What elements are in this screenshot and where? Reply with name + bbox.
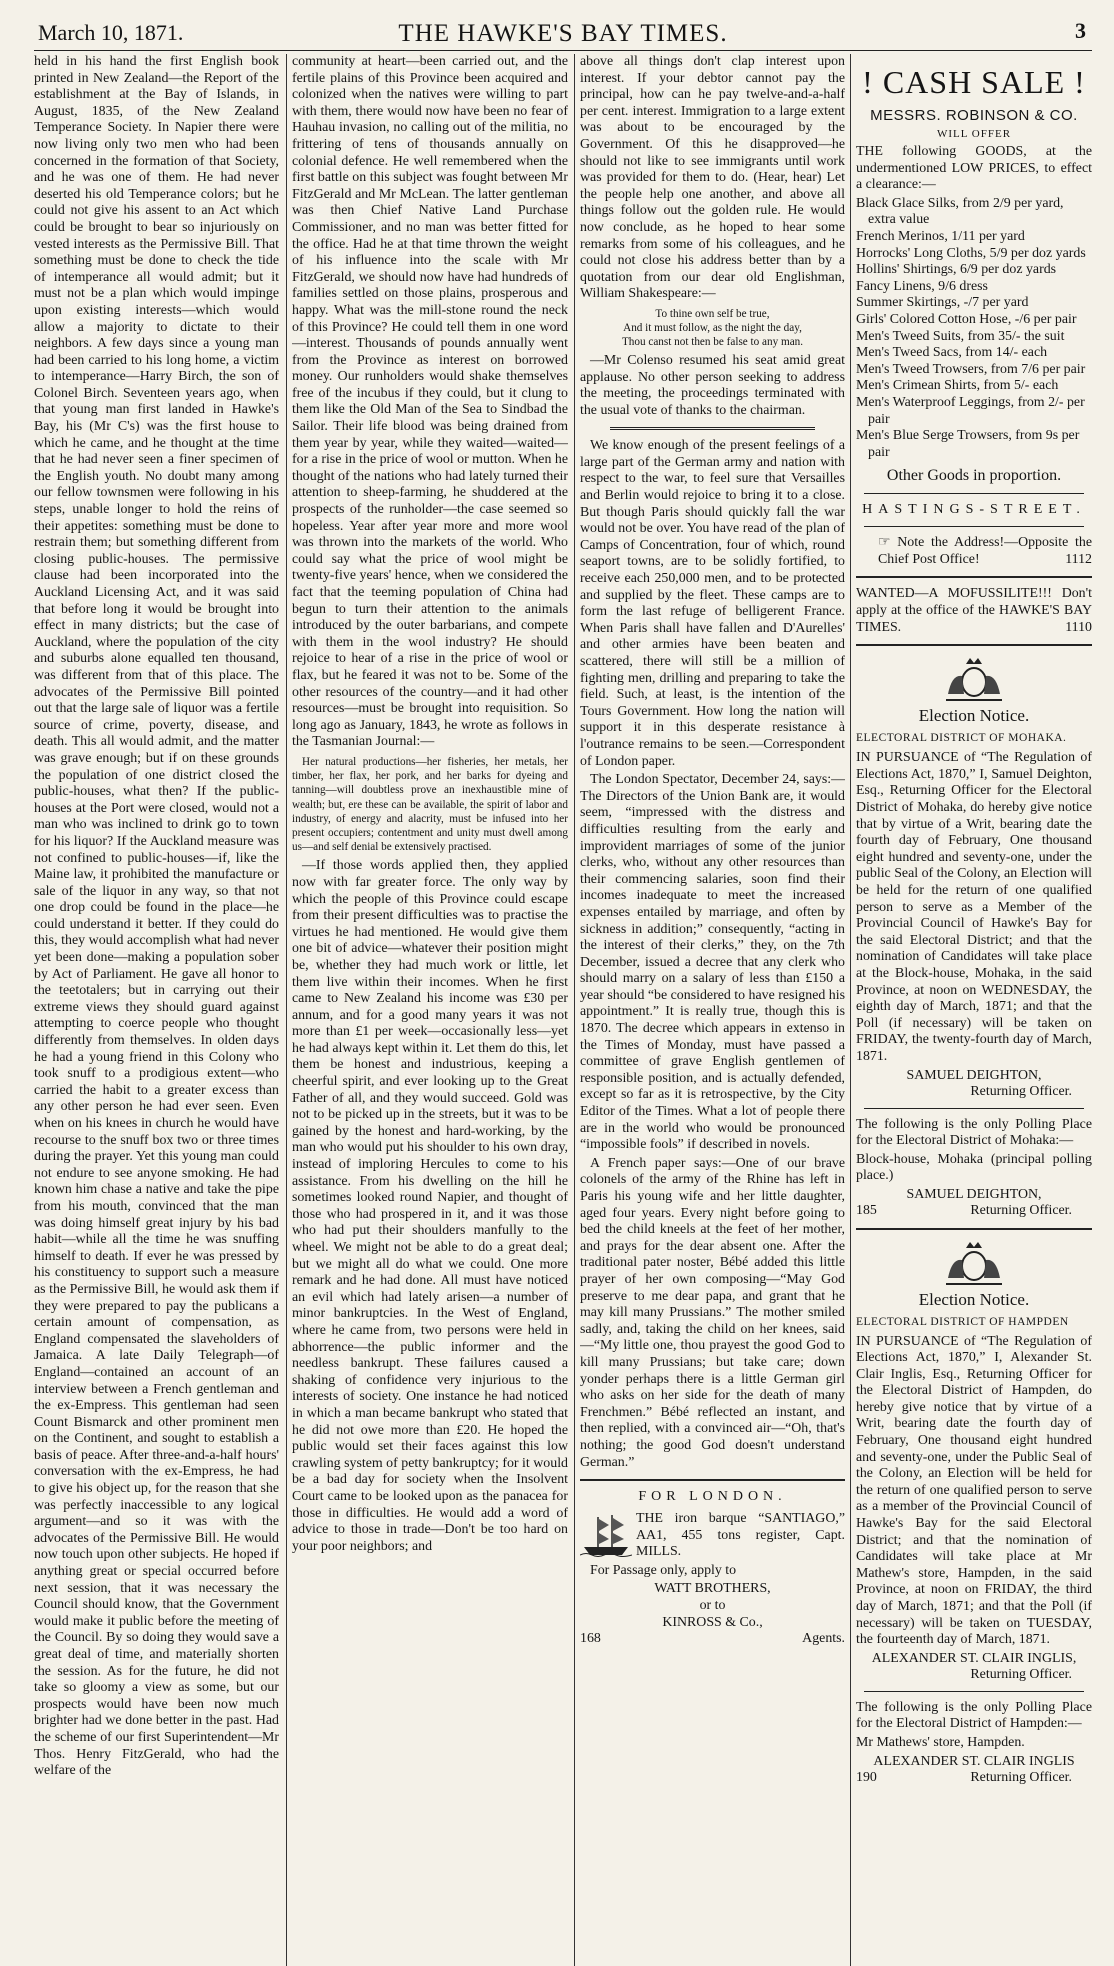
article-paragraph: —If those words applied then, they applied now with far greater force. The only way by which the people of this Province could escape from their present difficulties was to practise the virtues he had mentioned. He would give them one bit of advice—whatever their position might be, whether they had much work or little, let them live within their incomes. When he first came to New Zealand his income was £30 per annum, and for a good many years it was not more than £1 per week—occasionally less—yet he had always kept within it. Let them do this, let them be honest and industrious, keeping a cheerful spirit, and ever looking up to the Great Father of all, and they would succeed. Gold was not to be picked up in the streets, but it was to be gained by the honest and hard-working, by the man who would put his shoulder to his own dray, instead of imploring Hercules to come to his assistance. From his dwelling on the hill he sometimes looked round Napier, and thought of those who had prospered in it, and it was those who had put their shoulders manfully to the wheel. We might not be able to do a great deal; but we might all do what we could. One more remark and he had done. All must have noticed an evil which had lately arisen—a number of minor bankruptcies. In the West of England, where he came from, two persons were held in abhorrence—the public informer and the needless bankrupt. These failures caused a shaking of confidence very injurious to the interests of society. One instance he had noticed in which a man became bankrupt who stated that he did not owe more than £20. He hoped the public would set their faces against this low crawling system of petty bankruptcy; for it would be a bad day for society when the Insolvent Court came to be looked upon as the panacea for those in difficulties. He would add a word of advice to those in trade—Don't be too hard on your poor neighbors; and bbox=[292, 858, 568, 1554]
verse-line: And it must follow, as the night the day, bbox=[623, 321, 802, 334]
article-paragraph: A French paper says:—One of our brave colonels of the army of the Rhine has left in Paris his young wife and her little daughter, aged four years. Every night before going to bed the child kneels at the feet of her mother, and prays for the dear absent one. After the traditional pater noster, Bébé added this little prayer of her own composing—“May God preserve to me dear papa, and grant that he may kill many Prussians.” The mother smiled sadly, and, taking the child on her knees, said—“My little one, thou prayest the good God to kill many Prussians; but take care; down yonder perhaps there is a little German girl who asks on her side for the death of many Frenchmen.” Bébé reflected an instant, and then replied, with a convinced air—“Oh, that's nothing; the good God doesn't understand German.” bbox=[580, 1155, 845, 1470]
sale-item: Fancy Linens, 9/6 dress bbox=[856, 278, 988, 294]
signatory-name: ALEXANDER ST. CLAIR INGLIS, bbox=[871, 1650, 1077, 1666]
address-note bbox=[856, 535, 1092, 568]
sale-item: Men's Tweed Trowsers, from 7/6 per pair bbox=[856, 361, 1086, 377]
section-divider bbox=[610, 427, 815, 430]
sale-item: Hollins' Shirtings, 6/9 per doz yards bbox=[856, 262, 1057, 278]
agent-name: KINROSS & Co., bbox=[662, 1614, 763, 1630]
article-paragraph: above all things don't clap interest upon interest. If your debtor cannot pay the principal, how can he pay twelve-and-a-half per cent. interest. Immigration to a large extent was about to be encouraged by the Government. Of this he disapproved—he should not like to see immigrants until work was provided for them to do. (Hear, hear) Let the people help one another, and above all things follow out the golden rule. He would now conclude, as he hoped to hear some remarks from some of his colleagues, and he could not close his address better than by a quotation from our dear old Englishman, William Shakespeare:— bbox=[580, 54, 845, 302]
passage-text: For Passage only, apply to bbox=[590, 1562, 737, 1578]
wanted-text: WANTED—A MOFUSSILITE!!! Don't apply at the office of the HAWKE'S BAY TIMES. bbox=[856, 586, 1092, 635]
election-notice-title: Election Notice. bbox=[918, 706, 1030, 726]
signatory-name: SAMUEL DEIGHTON, bbox=[906, 1067, 1042, 1083]
page-number: 3 bbox=[1075, 18, 1086, 43]
ad-number: 185 bbox=[856, 1202, 877, 1218]
sale-item: Men's Tweed Sacs, from 14/- each bbox=[856, 345, 1048, 361]
agents-label: Agents. bbox=[802, 1631, 845, 1647]
article-paragraph: —Mr Colenso resumed his seat amid great applause. No other person seeking to address the meeting, the proceedings terminated with the usual vote of thanks to the chairman. bbox=[580, 352, 845, 418]
signatory-title: Returning Officer. bbox=[970, 1083, 1072, 1099]
column-2 bbox=[292, 54, 568, 1966]
ad-number: 1112 bbox=[1065, 551, 1092, 567]
polling-place: Block-house, Mohaka (principal polling place.) bbox=[856, 1151, 1092, 1184]
agent-name: WATT BROTHERS, bbox=[654, 1581, 771, 1597]
sale-items bbox=[856, 196, 1092, 462]
electoral-district: ELECTORAL DISTRICT OF HAMPDEN bbox=[856, 1315, 1069, 1328]
signatory-name: SAMUEL DEIGHTON, bbox=[906, 1186, 1042, 1202]
election-notice-title: Election Notice. bbox=[918, 1289, 1030, 1309]
verse-line: Thou canst not then be false to any man. bbox=[621, 335, 804, 348]
royal-crest-icon bbox=[942, 1238, 1006, 1288]
cash-sale-title: ! CASH SALE ! bbox=[862, 64, 1086, 100]
election-notice-body: IN PURSUANCE of “The Regulation of Elections Act, 1870,” I, Samuel Deighton, Esq., Returning Officer for the Electoral District of Mohaka, do hereby give notice that by virtue of a Writ, bearing date the fourth day of February, One thousand eight hundred and seventy-one, under the public Seal of the Colony, an Election will be held for the return of one qualified person to serve as a Member of the Provincial Council of Hawke's Bay for the said Electoral District; and that the nomination of Candidates will take place at the Block-house, Mohaka, in the said Province, at noon on WEDNESDAY, the eighth day of March, 1871; and that the Poll (if necessary) will be taken on FRIDAY, the twenty-fourth day of March, 1871. bbox=[856, 750, 1092, 1064]
verse-line: To thine own self be true, bbox=[655, 307, 770, 320]
article-paragraph: held in his hand the first English book printed in New Zealand—the Report of the establishment at the Bay of Islands, in August, 1835, of the New Zealand Temperance Society. In Napier there were now living only two men who had been concerned in the formation of that Society, and he was one of them. He had never deserted his old Temperance colors; but he could not give his assent to an Act which could be brought to bear so injuriously on vested interests as the Permissive Bill. That something must be done to check the tide of intemperance all would admit; but it must not be a plan which would impinge upon existing interests—which would allow a majority to dictate to their neighbors. A few days since a young man had been carried to his long home, a victim to intemperance—Harry Birch, the son of Colonel Birch. Seventeen years ago, when that young man first landed in Hawke's Bay, his (Mr C's) was the first house to which he came, and he thought at the time that he had never seen a finer specimen of the English youth. No doubt many among our fellow townsmen were following in his steps, unable longer to hold the reins of their appetites: something must be done to restrain them; but something different from closing public-houses. The permissive clause had been incorporated into the Auckland Licensing Act, and it was said that before long it would be brought into effect in many districts; but the case of Auckland, where the population of the city and suburbs alone equalled ten thousand, was different from that of this place. The advocates of the Permissive Bill pointed out that the large sale of liquor was a fertile source of crime, poverty, disease, and death. This all would admit, and the matter was grave enough; but if on these grounds the population of one district closed the public-houses, what then? If the public-houses at the Port were closed, would not a man who was inclined to drink go to town for his liquor? If the Auckland measure was not confined to public-houses—if, like the Maine law, it prohibited the manufacture or sale of the liquor in any way, so that not one drop could be found in the place—he could understand it better. If they could do this, they would accomplish what had never yet been done—making a population sober by Act of Parliament. He gave all honor to the teetotalers; but in carrying out their extreme views they should guard against attempting to coerce people who thought differently from themselves. In olden days he had a young friend in this Colony who took snuff to a prodigious extent—who carried the habit to a greater excess than any other person he had ever seen. Even when on his knees in church he would have recourse to the snuff box two or three times during the prayer. Yet this young man could not endure to see anyone smoking. He had known him chase a native and take the pipe from his mouth, convinced that the man was doing himself great injury by his bad habit—while all the time he was snuffing himself to death. If ever he was pressed by his constituency to support such a measure as the Permissive Bill, he would ask them if they were prepared to pay the publicans a certain amount of compensation, as England compensated the slaveholders of Jamaica. A late Daily Telegraph—of England—contained an account of an interview between a French gentleman and the ex-Empress. This gentleman had seen Count Bismarck and other prominent men on the Continent, and sought to establish a basis of peace. After three-and-a-half hours' conversation with the ex-Empress, he had to give his object up, for the reason that she was perfectly inaccessible to any logical argument—and so it was with the advocates of the Permissive Bill. He would now touch upon other subjects. He hoped if anything great or special occurred before next session, that it was necessary the Council should know, that the Government would make it public before the meeting of the Council. By so doing they would save a great deal of time, and materially shorten the session. As for the future, he did not take so gloomy a view as some, but our prospects would have been now much brighter had we done better in the past. Had the scheme of our first Superintendent—Mr Thos. Henry FitzGerald, who had the welfare of the bbox=[34, 54, 279, 1779]
divider bbox=[864, 1691, 1084, 1692]
issue-date: March 10, 1871. bbox=[38, 20, 184, 45]
signatory-title: Returning Officer. bbox=[970, 1769, 1072, 1785]
article-paragraph: community at heart—been carried out, and the fertile plains of this Province been acquired and colonized when the natives were willing to part with them, there would now have been no fear of Hauhau invasion, no calling out of the militia, no frittering of tens of thousands annually on colonial defence. He well remembered when the first battle on this subject was fought between Mr FitzGerald and Mr McLean. The latter gentleman was then Chief Native Land Purchase Commissioner, and no man was better fitted for the office. Had he at that time thrown the weight of his influence into the scale with Mr FitzGerald, we should now have had hundreds of families settled on those plains, prosperous and happy. What was the mill-stone round the neck of this Province? He could tell them in one word—interest. Thousands of pounds annually went from the Province as interest on borrowed money. Our runholders would shake themselves free of the incubus if they could, but it clung to them like the Old Man of the Sea to Sindbad the Sailor. Their life blood was being drained from them year by year, while they waited—waited—for a rise in the price of wool or mutton. When he thought of the nations who had lately turned their attention to sheep-farming, he shuddered at the prospects of the runholder—the case seemed so hopeless. Year after year more and more wool was thrown into the markets of the world. Who could say what the price of wool might be twenty-five years' hence, when we considered the fact that the teeming population of China had begun to turn their attention to the animals introduced by the outer barbarians, and compete with them in the wool industry? He should rejoice to hear of a rise in the price of wool or flax, but he feared it was not to be. Some of the other resources of the country—and it had other resources—must be brought into requisition. So long ago as January, 1843, he wrote as follows in the Tasmanian Journal:— bbox=[292, 54, 568, 750]
section-divider bbox=[856, 644, 1092, 646]
other-goods: Other Goods in proportion. bbox=[886, 467, 1062, 485]
electoral-district: ELECTORAL DISTRICT OF MOHAKA. bbox=[856, 732, 1067, 745]
divider bbox=[864, 1108, 1084, 1109]
polling-place-intro: The following is the only Polling Place for the Electoral District of Mohaka:— bbox=[856, 1116, 1092, 1149]
column-1 bbox=[34, 54, 279, 1966]
sale-item: Men's Waterproof Leggings, from 2/- per pair bbox=[856, 394, 1085, 427]
polling-place-intro: The following is the only Polling Place for the Electoral District of Hampden:— bbox=[856, 1699, 1092, 1732]
polling-place: Mr Mathews' store, Hampden. bbox=[856, 1734, 1025, 1750]
will-offer: WILL OFFER bbox=[936, 128, 1012, 140]
verse-quote bbox=[580, 307, 845, 349]
ad-footer bbox=[580, 1631, 845, 1648]
shipping-heading: FOR LONDON. bbox=[638, 1489, 787, 1505]
signatory-name: ALEXANDER ST. CLAIR INGLIS bbox=[873, 1753, 1075, 1769]
ad-number: 168 bbox=[580, 1631, 601, 1647]
section-divider bbox=[580, 1479, 845, 1481]
ad-number: 1110 bbox=[1065, 619, 1092, 635]
signatory-title: Returning Officer. bbox=[970, 1666, 1072, 1682]
article-paragraph: The London Spectator, December 24, says:—The Directors of the Union Bank are, it would seem, “impressed with the distress and difficulties resulting from the early and improvident marriages of some of the junior clerks, who, without any other resources than their commencing salaries, soon find their incomes inadequate to meet the increased expenses entailed by marriage, and often by sickness in addition;” consequently, “acting in the interest of their clerks,” they, on the 7th December, issued a decree that any clerk who should marry on a salary of less than £150 a year should “be considered to have resigned his appointment.” It is really true, though this is 1870. The decree which appears in extenso in the Times of Monday, must have passed a committee of grave English gentlemen of responsible position, and is actually defended, except so far as it is retrospective, by the City Editor of the Times. What a lot of people there are in the world who would be pronounced “impossible fools” if described in novels. bbox=[580, 772, 845, 1153]
sale-item: Men's Blue Serge Trowsers, from 9s per pair bbox=[856, 428, 1080, 460]
sale-item: Horrocks' Long Cloths, 5/9 per doz yards bbox=[856, 245, 1086, 261]
sale-item: Girls' Colored Cotton Hose, -/6 per pair bbox=[856, 311, 1077, 327]
ad-number: 190 bbox=[856, 1769, 877, 1785]
column-4 bbox=[856, 54, 1092, 1966]
or-text: or to bbox=[699, 1598, 726, 1614]
sale-item: Summer Skirtings, -/7 per yard bbox=[856, 295, 1029, 311]
sale-intro: THE following GOODS, at the undermentioned LOW PRICES, to effect a clearance:— bbox=[856, 144, 1092, 193]
wanted-ad bbox=[856, 586, 1092, 636]
article-paragraph: We know enough of the present feelings of a large part of the German army and nation with respect to the war, to feel sure that Versailles and Berlin would rejoice to bring it to a close. But though Paris should quickly fall the war would not be over. You have read of the plan of Camps of Concentration, four of which, round seaport towns, are to be solidly fortified, to receive each 250,000 men, and to be protected and supplied by the fleet. These camps are to form the last refuge of belligerent France. When Paris shall have fallen and D'Aurelles' and other armies have been beaten and scattered, there will still be a million of fighting men, drilling and preparing to take the field. Such, at least, is the intention of the Tours Government. How long the nation will support it in this desperate resistance à l'outrance remains to be seen.—Correspondent of London paper. bbox=[580, 438, 845, 769]
sale-item: Men's Tweed Suits, from 35/- the suit bbox=[856, 328, 1065, 344]
column-rule bbox=[574, 54, 575, 1966]
address-note-text: Note the Address!—Opposite the Chief Post Office! bbox=[878, 535, 1092, 567]
address-heading: HASTINGS-STREET. bbox=[862, 502, 1086, 518]
masthead bbox=[34, 14, 1092, 51]
column-3 bbox=[580, 54, 845, 1966]
columns bbox=[34, 54, 1092, 1966]
newspaper-title: THE HAWKE'S BAY TIMES. bbox=[398, 20, 728, 47]
firm-name: MESSRS. ROBINSON & CO. bbox=[870, 107, 1078, 124]
ship-icon bbox=[580, 1513, 632, 1557]
sale-item: Black Glace Silks, from 2/9 per yard, extra value bbox=[856, 195, 1064, 228]
royal-crest-icon bbox=[942, 654, 1006, 704]
ad-footer bbox=[856, 1770, 1092, 1787]
ad-footer bbox=[856, 1203, 1092, 1220]
signatory-title: Returning Officer. bbox=[970, 1202, 1072, 1218]
section-divider bbox=[856, 576, 1092, 578]
section-divider bbox=[856, 1228, 1092, 1230]
column-rule bbox=[850, 54, 851, 1966]
divider bbox=[864, 493, 1084, 494]
sale-item: French Merinos, 1/11 per yard bbox=[856, 228, 1025, 244]
ship-description: THE iron barque “SANTIAGO,” AA1, 455 tons register, Capt. MILLS. bbox=[636, 1511, 845, 1560]
pointing-hand-icon: ☞ bbox=[878, 535, 898, 551]
divider bbox=[864, 526, 1084, 527]
election-notice-body: IN PURSUANCE of “The Regulation of Elections Act, 1870,” I, Alexander St. Clair Inglis, Esq., Returning Officer for the Electoral District of Hampden, do hereby give notice that by virtue of a Writ, bearing date the fourth day of February, One thousand eight hundred and seventy-one, under the Public Seal of the Colony, an Election will be held for the return of one qualified person to serve as a member of the Provincial Council of Hawke's Bay for the said Electoral District; and that the nomination of Candidates will take place at Mr Mathew's store, Hampden, in the said Province, at noon on FRIDAY, the third day of March, 1871; and that the Poll (if necessary) will be taken on TUESDAY, the fourteenth day of March, 1871. bbox=[856, 1333, 1092, 1648]
sale-item: Men's Crimean Shirts, from 5/- each bbox=[856, 378, 1059, 394]
block-quote: Her natural productions—her fisheries, her metals, her timber, her flax, her pork, and her barks for dyeing and tanning—will doubtless prove an inexhaustible mine of wealth; but, ere these can be available, the spirit of labor and industry, of energy and alacrity, must be infused into her present occupiers; contentment and unity must dwell among us—and self denial be extensively practised. bbox=[292, 755, 568, 854]
shipping-ad bbox=[580, 1511, 845, 1648]
column-rule bbox=[286, 54, 287, 1966]
